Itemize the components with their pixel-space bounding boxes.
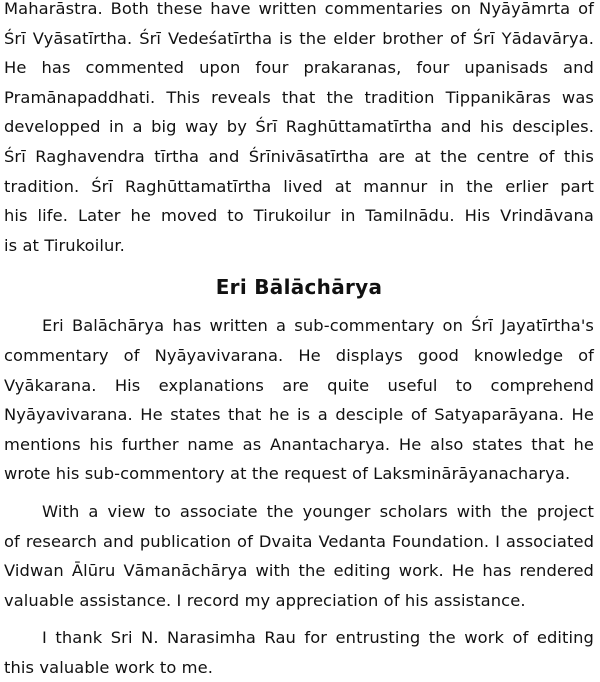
text-line: Maharāstra. Both these have written commentaries on Nyāyāmrta of <box>4 0 594 18</box>
text-line: I thank Sri N. Narasimha Rau for entrusting the work of editing <box>42 628 594 648</box>
paragraph-acknowledgement <box>4 623 594 682</box>
text-line: tradition. Śrī Raghūttamatīrtha lived at mannur in the erlier part <box>4 176 594 196</box>
text-line: Eri Balāchārya has written a sub-commentary on Śrī Jayatīrtha's <box>42 316 594 336</box>
text-line: Nyāyavivarana. He states that he is a desciple of Satyaparāyana. He <box>4 405 594 425</box>
text-line: is at Tirukoilur. <box>4 235 125 255</box>
paragraph-eri-balacharya <box>4 311 594 489</box>
text-line: mentions his further name as Anantacharya. He also states that he <box>4 434 594 454</box>
text-line: Pramānapaddhati. This reveals that the tradition Tippanikāras was <box>4 87 594 107</box>
text-line: developped in a big way by Śrī Raghūttamatīrtha and his desciples. <box>4 117 594 137</box>
text-line: of research and publication of Dvaita Vedanta Foundation. I associated <box>4 531 594 551</box>
text-line: wrote his sub-commentory at the request of Laksminārāyanacharya. <box>4 464 571 484</box>
text-line: Śrī Vyāsatīrtha. Śrī Vedeśatīrtha is the elder brother of Śrī Yādavārya. <box>4 28 594 48</box>
text-line: Śrī Raghavendra tīrtha and Śrīnivāsatīrtha are at the centre of this <box>4 146 594 166</box>
text-line: He has commented upon four prakaranas, four upanisads and <box>4 58 594 78</box>
text-line: Vyākarana. His explanations are quite useful to comprehend <box>4 375 594 395</box>
paragraph-tippanikaras-tradition <box>4 0 594 260</box>
text-line: commentary of Nyāyavivarana. He displays good knowledge of <box>4 345 594 365</box>
section-heading: Eri Bālāchārya <box>215 275 383 300</box>
text-line: his life. Later he moved to Tirukoilur in Tamilnādu. His Vrindāvana <box>4 206 594 226</box>
text-line: Vidwan Ālūru Vāmanāchārya with the editing work. He has rendered <box>4 561 594 581</box>
text-line: With a view to associate the younger scholars with the project <box>42 501 594 521</box>
paragraph-younger-scholars <box>4 497 594 615</box>
text-line: this valuable work to me. <box>4 657 214 677</box>
text-line: valuable assistance. I record my appreciation of his assistance. <box>4 590 526 610</box>
